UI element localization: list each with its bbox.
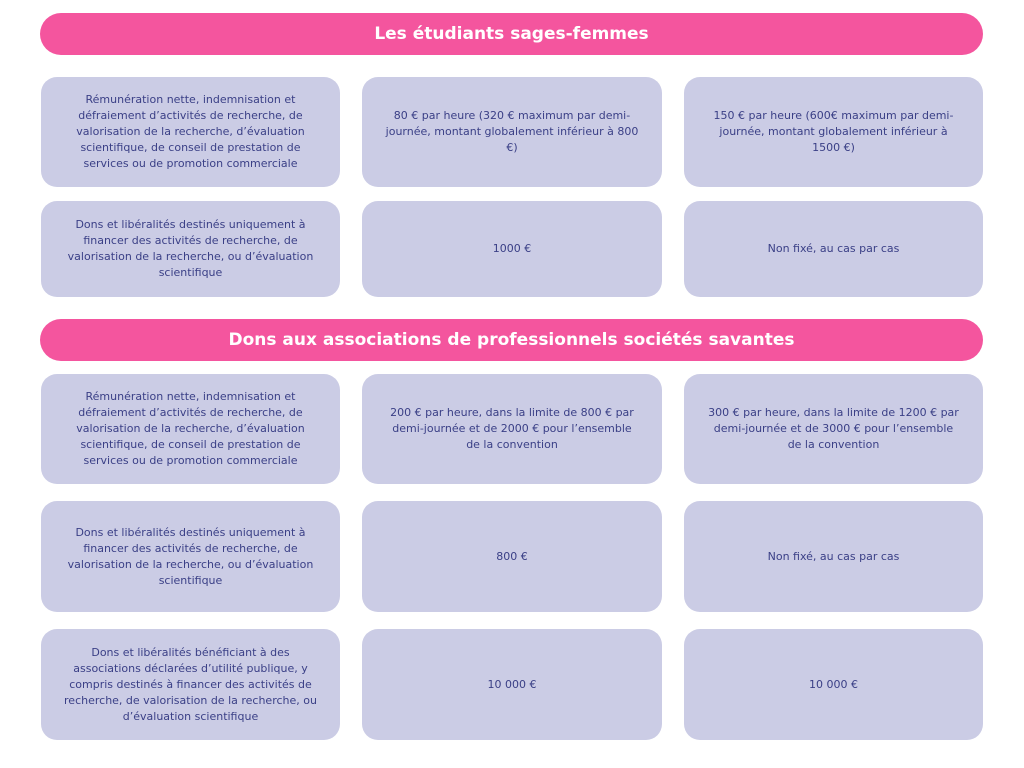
row-value-dons-recherche-2: Non fixé, au cas par cas — [684, 501, 983, 612]
row-value-remuneration-1: 200 € par heure, dans la limite de 800 € par demi-journée et de 2000 € pour l’ensemble de la convention — [362, 374, 662, 484]
section-title-associations: Dons aux associations de professionnels sociétés savantes — [40, 319, 983, 361]
row-value-dons-recherche-2: Non fixé, au cas par cas — [684, 201, 983, 297]
row-value-dons-utilite-publique-1: 10 000 € — [362, 629, 662, 740]
row-value-remuneration-2: 300 € par heure, dans la limite de 1200 € par demi-journée et de 3000 € pour l’ensemble de la convention — [684, 374, 983, 484]
section-title-sages-femmes: Les étudiants sages-femmes — [40, 13, 983, 55]
row-value-remuneration-2: 150 € par heure (600€ maximum par demi-journée, montant globalement inférieur à 1500 €) — [684, 77, 983, 187]
row-label-dons-recherche: Dons et libéralités destinés uniquement à financer des activités de recherche, de valorisation de la recherche, ou d’évaluation scientifique — [41, 201, 340, 297]
row-label-dons-recherche: Dons et libéralités destinés uniquement à financer des activités de recherche, de valorisation de la recherche, ou d’évaluation scientifique — [41, 501, 340, 612]
row-label-remuneration: Rémunération nette, indemnisation et défraiement d’activités de recherche, de valorisation de la recherche, d’évaluation scientifique, de conseil de prestation de services ou de promotion commerciale — [41, 374, 340, 484]
row-value-dons-utilite-publique-2: 10 000 € — [684, 629, 983, 740]
row-value-dons-recherche-1: 1000 € — [362, 201, 662, 297]
row-value-dons-recherche-1: 800 € — [362, 501, 662, 612]
row-label-remuneration: Rémunération nette, indemnisation et défraiement d’activités de recherche, de valorisation de la recherche, d’évaluation scientifique, de conseil de prestation de services ou de promotion commerciale — [41, 77, 340, 187]
row-value-remuneration-1: 80 € par heure (320 € maximum par demi-journée, montant globalement inférieur à 800 €) — [362, 77, 662, 187]
row-label-dons-utilite-publique: Dons et libéralités bénéficiant à des associations déclarées d’utilité publique, y compris destinés à financer des activités de recherche, de valorisation de la recherche, ou d’évaluation scientifique — [41, 629, 340, 740]
